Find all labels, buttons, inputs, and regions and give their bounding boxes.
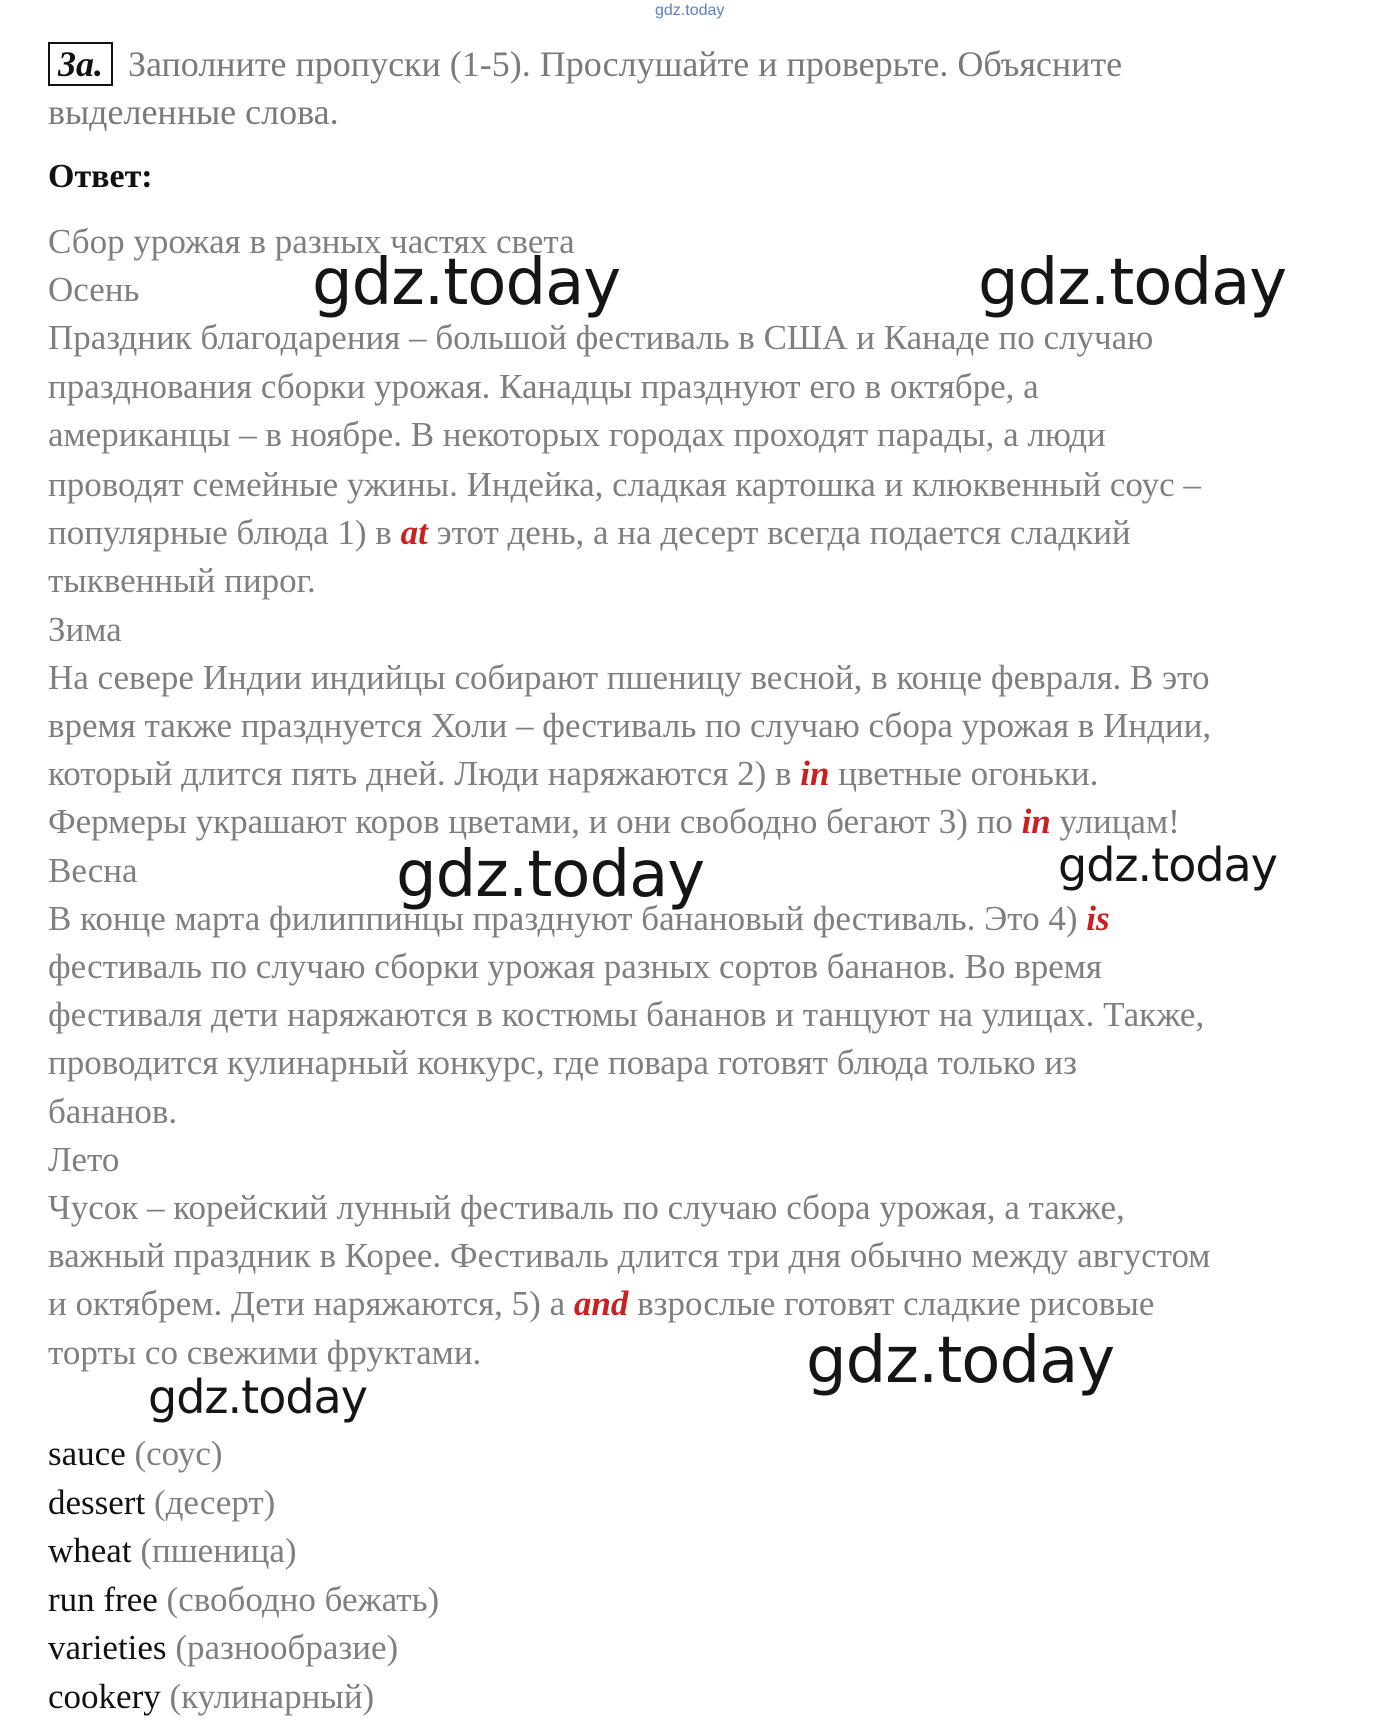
- vocabulary-list: [48, 1430, 439, 1722]
- answer-text: [48, 218, 1348, 1377]
- text-line: тыквенный пирог.: [48, 561, 316, 601]
- vocab-item: run free (свободно бежать): [48, 1579, 440, 1619]
- text-line: важный праздник в Корее. Фестиваль длится три дня обычно между августом: [48, 1236, 1211, 1276]
- text-line: и октябрем. Дети наряжаются, 5) а and взрослые готовят сладкие рисовые: [48, 1284, 1155, 1324]
- text-line: популярные блюда 1) в at этот день, а на десерт всегда подается сладкий: [48, 513, 1131, 553]
- watermark: gdz.today: [1058, 838, 1277, 892]
- watermark: gdz.today: [396, 838, 705, 912]
- watermark: gdz.today: [806, 1324, 1115, 1398]
- vocab-item: sauce (соус): [48, 1434, 223, 1473]
- text-line: который длится пять дней. Люди наряжаются 2) в in цветные огоньки.: [48, 754, 1099, 794]
- text-title: Сбор урожая в разных частях света: [48, 222, 575, 261]
- season-heading: Лето: [48, 1139, 120, 1179]
- vocab-item: dessert (десерт): [48, 1482, 276, 1522]
- text-line: Фермеры украшают коров цветами, и они свободно бегают 3) по in улицам!: [48, 802, 1180, 842]
- text-line: фестиваль по случаю сборки урожая разных сортов бананов. Во время: [48, 947, 1102, 987]
- answer-1: at: [400, 513, 428, 553]
- text-line: время также празднуется Холи – фестиваль по случаю сбора урожая в Индии,: [48, 706, 1212, 746]
- text-line: проводят семейные ужины. Индейка, сладкая картошка и клюквенный соус –: [48, 465, 1201, 505]
- exercise-header: [48, 40, 1348, 136]
- text-line: Праздник благодарения – большой фестиваль в США и Канаде по случаю: [48, 318, 1154, 358]
- vocab-item: cookery (кулинарный): [48, 1676, 375, 1716]
- exercise-instruction: Заполните пропуски (1-5). Прослушайте и проверьте. Объясните: [119, 44, 1123, 84]
- answer-5: and: [573, 1284, 629, 1324]
- text-line: Чусок – корейский лунный фестиваль по случаю сбора урожая, а также,: [48, 1188, 1125, 1228]
- answer-label: Ответ:: [48, 158, 153, 195]
- exercise-instruction-cont: выделенные слова.: [48, 92, 339, 132]
- answer-3: in: [1021, 802, 1051, 842]
- text-line: На севере Индии индийцы собирают пшеницу весной, в конце февраля. В это: [48, 657, 1210, 697]
- text-line: бананов.: [48, 1091, 178, 1131]
- text-line: фестиваля дети наряжаются в костюмы бананов и танцуют на улицах. Также,: [48, 995, 1205, 1035]
- text-line: проводится кулинарный конкурс, где повара готовят блюда только из: [48, 1043, 1077, 1083]
- site-tag: gdz.today: [655, 2, 725, 19]
- season-heading: Зима: [48, 609, 122, 649]
- watermark: gdz.today: [148, 1370, 367, 1424]
- season-heading: Осень: [48, 270, 140, 310]
- season-heading: Весна: [48, 850, 138, 890]
- text-line: торты со свежими фруктами.: [48, 1332, 482, 1372]
- watermark: gdz.today: [312, 246, 621, 320]
- vocab-item: wheat (пшеница): [48, 1531, 297, 1571]
- vocab-item: varieties (разнообразие): [48, 1628, 399, 1668]
- exercise-number: 3a.: [48, 42, 113, 86]
- text-line: празднования сборки урожая. Канадцы празднуют его в октябре, а: [48, 366, 1039, 406]
- answer-4: is: [1086, 898, 1110, 938]
- answer-2: in: [800, 754, 830, 794]
- text-line: американцы – в ноябре. В некоторых городах проходят парады, а люди: [48, 414, 1106, 454]
- watermark: gdz.today: [978, 246, 1287, 320]
- text-line: В конце марта филиппинцы празднуют банановый фестиваль. Это 4) is: [48, 898, 1110, 938]
